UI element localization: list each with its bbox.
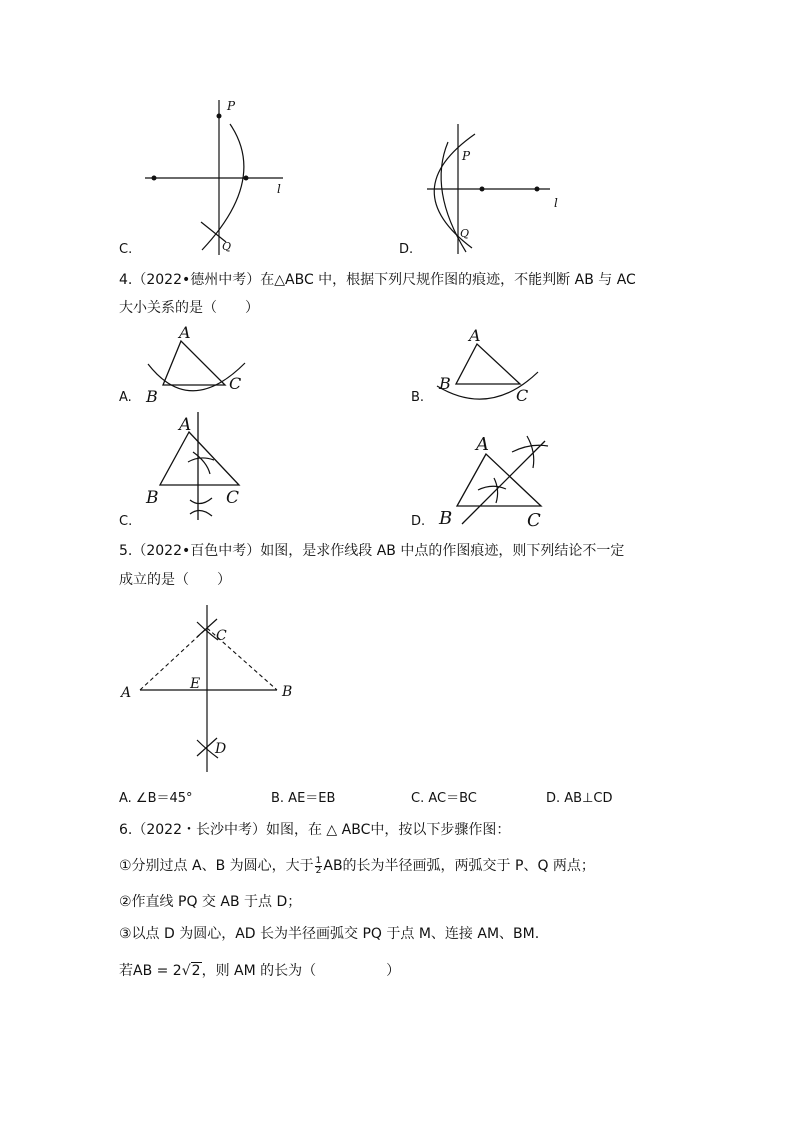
arc-mark-3 xyxy=(190,498,212,504)
label-b: B xyxy=(439,374,451,393)
q5-choice-c: C. AC＝BC xyxy=(411,791,477,806)
sqrt-argument: 2 xyxy=(191,963,201,979)
q4-option-c: C. xyxy=(119,514,133,529)
label-d: D xyxy=(215,741,227,757)
sqrt-symbol: √ xyxy=(181,963,191,979)
q4-figure-d xyxy=(430,428,560,530)
arc xyxy=(202,124,244,250)
q4-option-d: D. xyxy=(411,514,426,529)
arc-mark-3 xyxy=(478,486,506,490)
triangle xyxy=(457,454,541,506)
point-left xyxy=(152,176,157,181)
q3-figure-c xyxy=(130,92,300,260)
label-a: A xyxy=(121,685,132,701)
arc-mark-2 xyxy=(193,452,210,474)
label-q: Q xyxy=(222,240,232,253)
q4-figure-a xyxy=(140,322,255,408)
q5-stem-line-2: 成立的是（ ） xyxy=(119,572,231,588)
q3-option-d: D. xyxy=(399,242,414,257)
label-c: C xyxy=(516,386,529,405)
q6-step-1-pre: ①分别过点 A、B 为圆心，大于 xyxy=(119,858,314,874)
triangle xyxy=(456,344,520,384)
triangle xyxy=(163,341,225,385)
q4-figure-c xyxy=(140,410,265,522)
label-b: B xyxy=(146,387,158,406)
label-a: A xyxy=(179,323,191,342)
q6-step-1 xyxy=(119,856,595,876)
label-a: A xyxy=(179,415,192,435)
fraction-half xyxy=(315,857,323,876)
label-q: Q xyxy=(460,227,470,240)
q6-step-1-post: AB的长为半径画弧，两弧交于 P、Q 两点； xyxy=(323,858,595,874)
arc-mark-2 xyxy=(527,436,534,468)
label-c: C xyxy=(216,628,227,644)
label-a: A xyxy=(469,326,481,345)
label-l: l xyxy=(554,196,558,210)
q4-option-b: B. xyxy=(411,390,425,405)
q6-step-2: ②作直线 PQ 交 AB 于点 D； xyxy=(119,894,302,910)
label-p: P xyxy=(462,149,471,163)
fraction-denominator: 2 xyxy=(315,865,322,876)
q6-stem: 6.（2022・长沙中考）如图，在 △ ABC中，按以下步骤作图： xyxy=(119,822,511,838)
q6-question xyxy=(119,961,400,981)
label-c: C xyxy=(226,488,240,508)
label-a: A xyxy=(476,434,489,455)
q4-stem-line-2: 大小关系的是（ ） xyxy=(119,300,259,316)
arc-mark-1 xyxy=(512,445,548,452)
label-c: C xyxy=(527,510,541,531)
q6-question-post: ，则 AM 的长为（ ） xyxy=(201,963,401,979)
q4-stem-line-1: 4.（2022•德州中考）在△ABC 中，根据下列尺规作图的痕迹，不能判断 AB 与 AC xyxy=(119,272,636,288)
q4-figure-b xyxy=(430,322,550,408)
point-p xyxy=(217,114,222,119)
arc-mark-4 xyxy=(190,510,212,516)
label-b: B xyxy=(282,684,293,700)
fraction-numerator: 1 xyxy=(315,855,322,866)
label-b: B xyxy=(146,488,159,508)
label-l: l xyxy=(277,182,281,196)
q5-choice-d: D. AB⊥CD xyxy=(546,791,613,806)
q5-figure xyxy=(115,600,305,778)
label-b: B xyxy=(439,508,453,529)
label-p: P xyxy=(227,99,236,113)
q6-question-pre: 若AB = 2 xyxy=(119,963,182,979)
q5-stem-line-1: 5.（2022•百色中考）如图，是求作线段 AB 中点的作图痕迹，则下列结论不一定 xyxy=(119,543,625,559)
q6-step-3: ③以点 D 为圆心，AD 长为半径画弧交 PQ 于点 M、连接 AM、BM. xyxy=(119,926,540,942)
label-e: E xyxy=(190,676,201,692)
q4-option-a: A. xyxy=(119,390,132,405)
point-left xyxy=(480,187,485,192)
label-c: C xyxy=(229,374,242,393)
point-right xyxy=(244,176,249,181)
q5-choice-a: A. ∠B＝45° xyxy=(119,791,193,806)
q3-figure-d xyxy=(420,118,570,263)
q5-choice-b: B. AE＝EB xyxy=(271,791,336,806)
q3-option-c: C. xyxy=(119,242,133,257)
point-right xyxy=(535,187,540,192)
